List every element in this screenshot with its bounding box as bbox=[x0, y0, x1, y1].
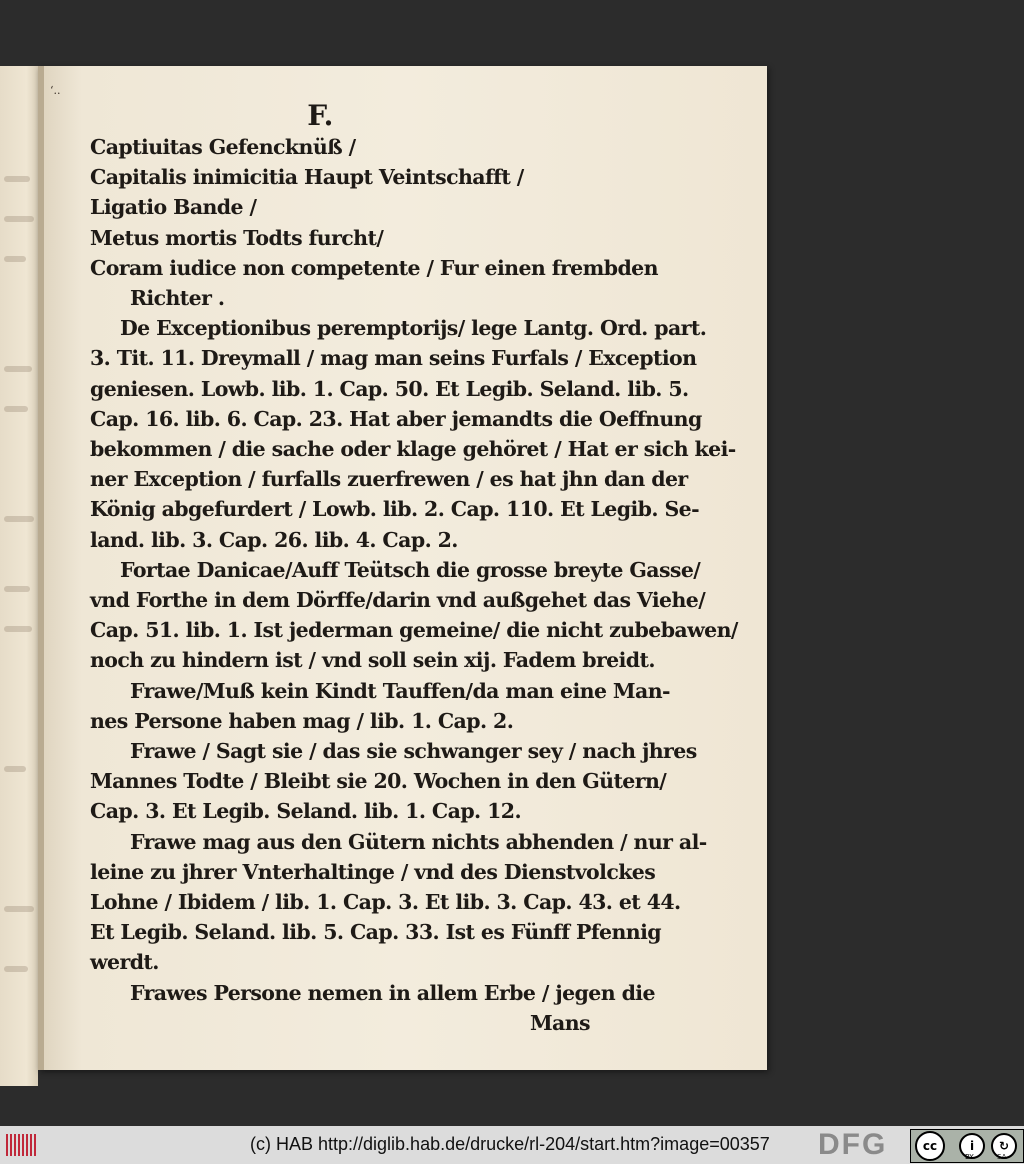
sa-icon: ↻ bbox=[991, 1133, 1017, 1159]
text-line: Lohne / Ibidem / lib. 1. Cap. 3. Et lib. 3. Cap. 43. et 44. bbox=[90, 890, 681, 915]
page-gutter bbox=[38, 66, 44, 1070]
page-text bbox=[90, 99, 738, 1038]
cc-license-badge[interactable] bbox=[910, 1129, 1024, 1163]
dfg-logo[interactable]: DFG bbox=[818, 1128, 888, 1161]
text-line: Frawe / Sagt sie / das sie schwanger sey / nach jhres bbox=[130, 739, 697, 764]
text-line: Frawe mag aus den Gütern nichts abhenden / nur al- bbox=[130, 829, 707, 854]
text-line: Ligatio Bande / bbox=[90, 195, 257, 220]
copyright-link[interactable]: (c) HAB http://diglib.hab.de/drucke/rl-204/start.htm?image=00357 bbox=[250, 1134, 770, 1154]
by-icon: i bbox=[959, 1133, 985, 1159]
text-line: land. lib. 3. Cap. 26. lib. 4. Cap. 2. bbox=[90, 527, 458, 552]
corner-mark: ‘.. bbox=[50, 84, 61, 97]
text-line: Mannes Todte / Bleibt sie 20. Wochen in den Gütern/ bbox=[90, 769, 667, 794]
text-line: Coram iudice non competente / Fur einen frembden bbox=[90, 255, 658, 280]
text-line: nes Persone haben mag / lib. 1. Cap. 2. bbox=[90, 708, 514, 733]
previous-page-edge bbox=[0, 66, 38, 1086]
text-line: König abgefurdert / Lowb. lib. 2. Cap. 110. Et Legib. Se- bbox=[90, 497, 700, 522]
sa-label: SA bbox=[997, 1153, 1007, 1161]
text-line: 3. Tit. 11. Dreymall / mag man seins Furfals / Exception bbox=[90, 346, 697, 371]
text-line: De Exceptionibus peremptorijs/ lege Lantg. Ord. part. bbox=[120, 316, 707, 341]
text-line: Cap. 16. lib. 6. Cap. 23. Hat aber jemandts die Oeffnung bbox=[90, 406, 702, 431]
text-line: Capitalis inimicitia Haupt Veintschafft / bbox=[90, 165, 524, 190]
text-line: noch zu hindern ist / vnd soll sein xij. Fadem breidt. bbox=[90, 648, 655, 673]
text-line: Frawes Persone nemen in allem Erbe / jegen die bbox=[130, 980, 655, 1005]
text-line: ner Exception / furfalls zuerfrewen / es hat jhn dan der bbox=[90, 467, 688, 492]
text-line: vnd Forthe in dem Dörffe/darin vnd außgehet das Viehe/ bbox=[90, 588, 706, 613]
hab-logo-icon[interactable] bbox=[6, 1134, 40, 1156]
text-line: Cap. 3. Et Legib. Seland. lib. 1. Cap. 12. bbox=[90, 799, 521, 824]
footer-bar bbox=[0, 1126, 1024, 1164]
text-line: werdt. bbox=[90, 950, 159, 975]
text-line: Et Legib. Seland. lib. 5. Cap. 33. Ist es Fünff Pfennig bbox=[90, 920, 662, 945]
by-label: BY bbox=[965, 1153, 974, 1161]
text-line: Richter . bbox=[130, 286, 225, 311]
text-line: Cap. 51. lib. 1. Ist jederman gemeine/ die nicht zubebawen/ bbox=[90, 618, 738, 643]
text-line: Mans bbox=[529, 1010, 590, 1035]
text-line: leine zu jhrer Vnterhaltinge / vnd des Dienstvolckes bbox=[90, 859, 656, 884]
text-line: bekommen / die sache oder klage gehöret / Hat er sich kei- bbox=[90, 437, 736, 462]
text-lines bbox=[90, 132, 738, 1038]
page-header-letter: F. bbox=[307, 99, 333, 132]
text-line: Captiuitas Gefencknüß / bbox=[90, 135, 356, 159]
text-line: Fortae Danicae/Auff Teütsch die grosse breyte Gasse/ bbox=[120, 557, 701, 582]
text-line: Metus mortis Todts furcht/ bbox=[90, 225, 384, 250]
text-line: Frawe/Muß kein Kindt Tauffen/da man eine Man- bbox=[130, 678, 670, 703]
text-line: geniesen. Lowb. lib. 1. Cap. 50. Et Legib. Seland. lib. 5. bbox=[90, 376, 689, 401]
cc-icon: cc bbox=[915, 1131, 945, 1161]
